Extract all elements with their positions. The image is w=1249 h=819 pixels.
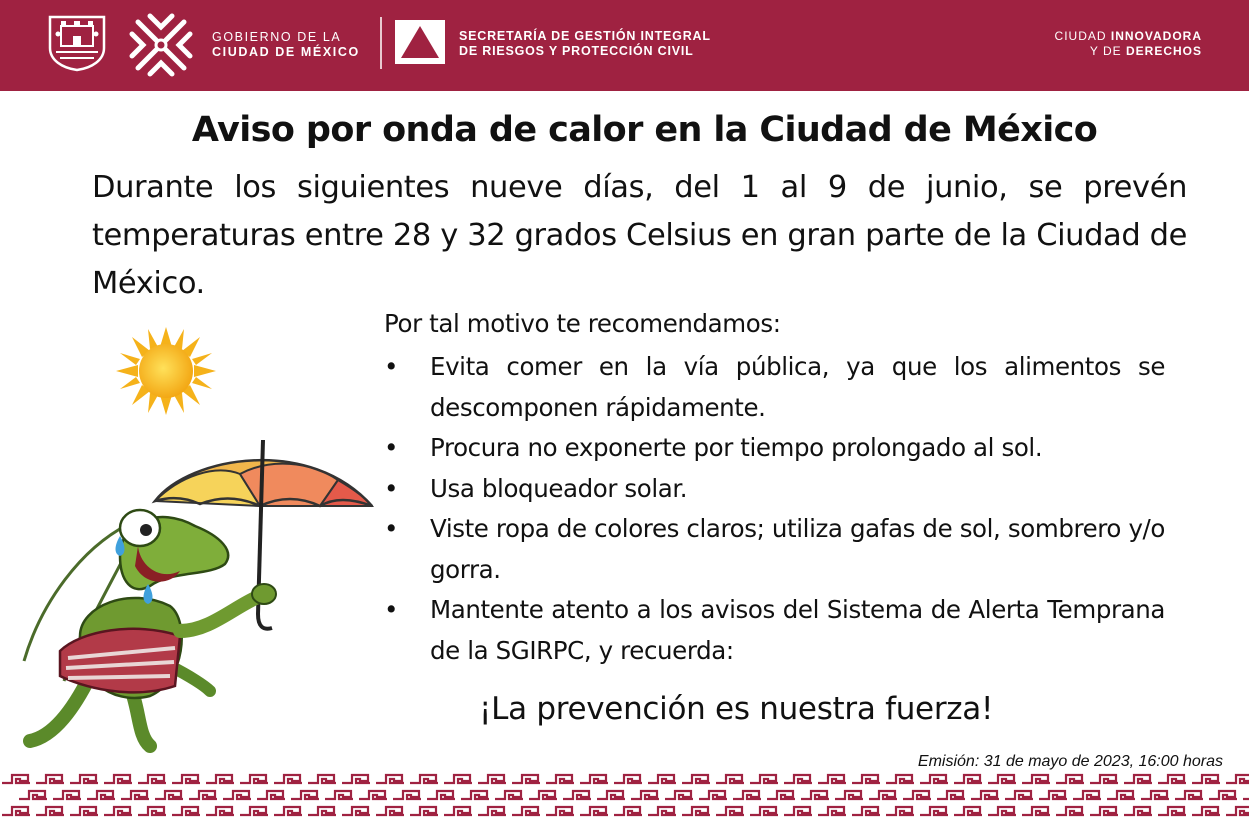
footer-greca-pattern: [0, 771, 1249, 819]
motto: ¡La prevención es nuestra fuerza!: [479, 691, 994, 727]
bullet: •: [384, 595, 399, 624]
recommendations-lead: Por tal motivo te recomendamos:: [384, 309, 781, 338]
slogan-part-1: CIUDAD: [1054, 29, 1111, 43]
gov-line-2: CIUDAD DE MÉXICO: [212, 45, 360, 59]
list-item-text: Viste ropa de colores claros; utiliza gafas de sol, sombrero y/o gorra.: [430, 514, 1165, 584]
slogan-part-3: Y DE: [1089, 44, 1126, 58]
sec-line-1: SECRETARÍA DE GESTIÓN INTEGRAL: [459, 29, 711, 43]
secretariat-name: [459, 29, 711, 59]
grasshopper-mascot-icon: [20, 436, 380, 756]
slogan-part-4: DERECHOS: [1125, 44, 1202, 58]
list-item: [384, 590, 1165, 671]
bullet: •: [384, 514, 399, 543]
header-bar: [0, 0, 1249, 91]
header-divider: [380, 17, 382, 69]
list-item: [384, 347, 1165, 428]
list-item-text: Usa bloqueador solar.: [430, 473, 688, 503]
list-item: [384, 509, 1165, 590]
city-slogan: [1055, 29, 1202, 59]
intro-paragraph: Durante los siguientes nueve días, del 1 al 9 de junio, se prevén temperaturas entre 28 y 32 grados Celsius en gran parte de la Ciudad de México.: [92, 170, 1187, 301]
list-item-text: Procura no exponerte por tiempo prolongado al sol.: [430, 433, 1043, 462]
sec-line-2: DE RIESGOS Y PROTECCIÓN CIVIL: [459, 44, 694, 58]
government-name: [212, 30, 360, 60]
recommendations-list: [384, 347, 1165, 671]
list-item: [384, 469, 1165, 510]
coat-of-arms-icon: [46, 14, 108, 72]
civil-protection-triangle-icon: [395, 20, 445, 64]
list-item-text: Mantente atento a los avisos del Sistema de Alerta Temprana de la SGIRPC, y recuerda:: [430, 595, 1165, 665]
bullet: •: [384, 433, 399, 462]
cdmx-logo-icon: [126, 10, 196, 80]
sun-icon: [112, 325, 220, 417]
slogan-part-2: INNOVADORA: [1110, 29, 1202, 43]
bullet: •: [384, 473, 399, 503]
page-title: Aviso por onda de calor en la Ciudad de México: [191, 110, 1098, 150]
list-item: [384, 428, 1165, 469]
list-item-text: Evita comer en la vía pública, ya que los alimentos se descomponen rápidamente.: [430, 352, 1165, 422]
emission-date: Emisión: 31 de mayo de 2023, 16:00 horas: [917, 753, 1223, 770]
bullet: •: [384, 352, 399, 381]
gov-line-1: GOBIERNO DE LA: [212, 30, 342, 44]
